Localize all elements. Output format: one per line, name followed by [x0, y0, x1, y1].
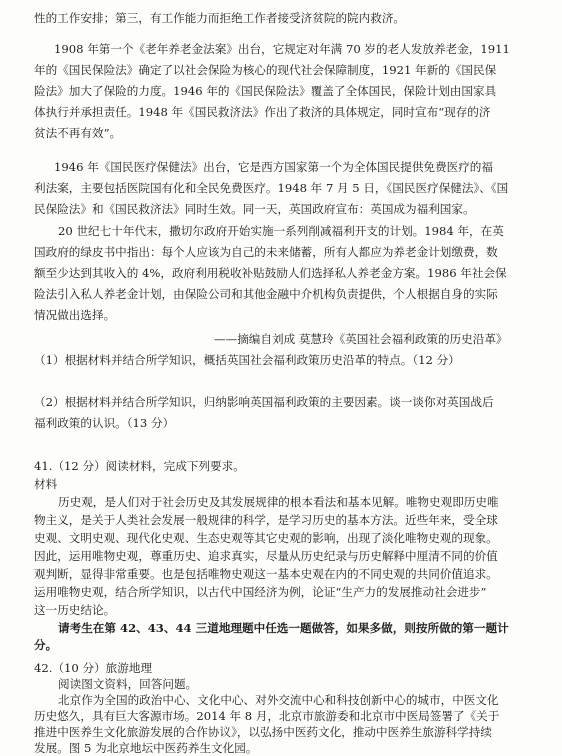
text-line-4: 险法》加大了保险的力度。1946 年的《国民保险法》覆盖了全体国民，保险计划由国家具 — [34, 84, 497, 98]
question-2-cont: 福利政策的认识。（13 分） — [34, 416, 175, 430]
text-line-31: 阅读图文资料，回答问题。 — [58, 677, 198, 691]
text-line-2: 1908 年第一个《老年养老金法案》出台，它规定对年满 70 岁的老人发放养老金，1911 — [54, 42, 510, 56]
text-line-34: 推进中医养生文化旅游发展的合作协议》，以弘扬中医药文化，推动中医养生旅游科学持续 — [34, 725, 492, 739]
text-line-26: 运用唯物史观，结合所学知识，以古代中国经济为例，论证“生产力的发展推动社会进步” — [34, 585, 487, 599]
question-41-heading: 41.（12 分）阅读材料，完成下列要求。 — [34, 459, 245, 473]
text-line-6: 贫法不再有效”。 — [34, 126, 122, 140]
text-line-10: 20 世纪七十年代末，撒切尔政府开始实施一系列削减福利开支的计划。1984 年，在英 — [58, 224, 504, 238]
text-line-13: 险法引入私人养老金计划，由保险公司和其他金融中介机构负责提供，个人根据自身的实际 — [34, 287, 498, 301]
text-line-14: 情况做出选择。 — [34, 308, 116, 322]
text-line-7: 1946 年《国民医疗保健法》出台，它是西方国家第一个为全体国民提供免费医疗的福 — [54, 160, 493, 174]
text-line-12: 额至少达到其收入的 4%，政府利用税收补贴鼓励人们选择私人养老金方案。1986 年社会保 — [34, 266, 507, 280]
text-line-1: 性的工作安排；第三，有工作能力而拒绝工作者接受济贫院的院内救济。 — [34, 11, 406, 25]
question-2: （2）根据材料并结合所学知识，归纳影响英国福利政策的主要因素。谈一谈你对英国战后 — [34, 395, 494, 409]
text-line-33: 历史悠久，具有巨大客源市场。2014 年 8 月，北京市旅游委和北京市中医局签署了《关于 — [34, 709, 500, 723]
material-label: 材料 — [34, 477, 58, 491]
text-line-5: 体执行并承担责任。1948 年《国民救济法》作出了救济的具体规定，同时宣布“现存的济 — [34, 105, 491, 119]
source-citation: ——摘编自刘成 莫慧玲《英国社会福利政策的历史沿革》 — [214, 332, 508, 346]
text-line-3: 年的《国民保险法》确定了以社会保险为核心的现代社会保障制度，1921 年新的《国民保 — [34, 63, 497, 77]
text-line-21: 历史观，是人们对于社会历史及其发展规律的根本看法和基本见解。唯物史观即历史唯 — [58, 495, 499, 509]
text-line-32: 北京作为全国的政治中心、文化中心、对外交流中心和科技创新中心的城市，中医文化 — [58, 693, 499, 707]
instruction-line-2: 分。 — [34, 638, 58, 652]
text-line-9: 民保险法》和《国民救济法》同时生效。同一天，英国政府宣布：英国成为福利国家。 — [34, 202, 475, 216]
text-line-24: 因此，运用唯物史观，尊重历史、追求真实，尽量从历史纪录与历史解释中厘清不同的价值 — [34, 549, 498, 563]
text-line-22: 物主义，是关于人类社会发展一般规律的科学，是学习历史的基本方法。近些年来，受全球 — [34, 513, 498, 527]
question-42-heading: 42.（10 分）旅游地理 — [34, 661, 153, 675]
text-line-8: 利法案，主要包括医院国有化和全民免费医疗。1948 年 7 月 5 日，《国民医疗保健法》、《国 — [34, 181, 509, 195]
text-line-11: 国政府的绿皮书中指出：每个人应该为自己的未来储蓄，所有人都应为养老金计划缴费，数 — [34, 245, 498, 259]
instruction-line-1: 请考生在第 42、43、44 三道地理题中任选一题做答，如果多做，则按所做的第一题计 — [58, 621, 509, 635]
text-line-25: 观判断，显得非常重要。也是包括唯物史观这一基本史观在内的不同史观的共同价值追求。 — [34, 567, 498, 581]
question-1: （1）根据材料并结合所学知识，概括英国社会福利政策历史沿革的特点。（12 分） — [34, 353, 460, 367]
text-line-35: 发展。图 5 为北京地坛中医药养生文化园。 — [34, 741, 258, 755]
text-line-27: 这一历史结论。 — [34, 603, 116, 617]
text-line-23: 史观、文明史观、现代化史观、生态史观等其它史观的影响，出现了淡化唯物史观的现象。 — [34, 531, 498, 545]
